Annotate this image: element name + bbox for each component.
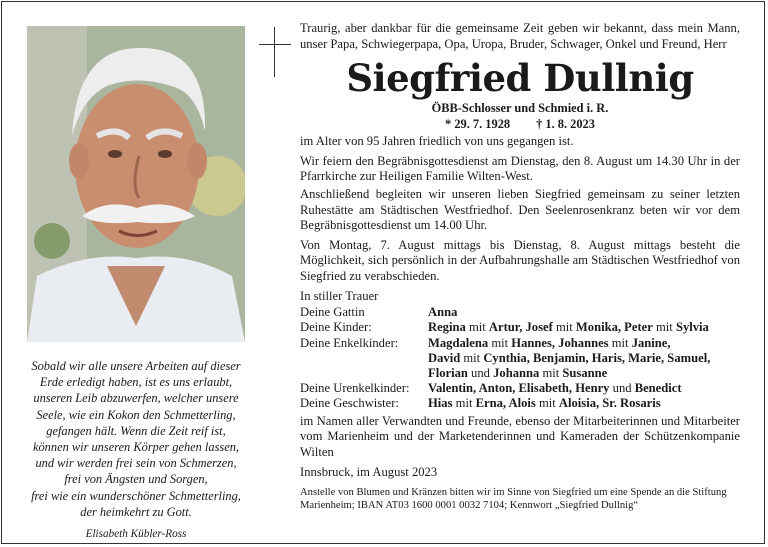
quote-line: Erde erledigt haben, ist es uns erlaubt,: [39, 375, 233, 390]
notice-text: [300, 21, 740, 512]
family-table: [300, 305, 710, 411]
quote-line: Sobald wir alle unsere Arbeiten auf dieser: [31, 359, 241, 373]
family-row: [300, 305, 710, 320]
mourning-text: In stiller Trauer: [300, 288, 379, 303]
quote-line: gefangen hält. Wenn die Zeit reif ist,: [46, 423, 226, 438]
also-text: im Namen aller Verwandten und Freunde, ebenso der Mitarbeiterinnen und Mitarbeiter vom Marienheim und der Marketenderinnen und Kameraden der Schützenkompanie Wilten: [300, 413, 740, 459]
family-members: Valentin, Anton, Elisabeth, Henry und Benedict: [428, 381, 682, 396]
quote-block: [10, 358, 262, 542]
quote-line: und wir werden frei sein von Schmerzen,: [35, 456, 237, 471]
quote-line: können wir unseren Körper gehen lassen,: [32, 440, 240, 455]
death-date: † 1. 8. 2023: [536, 117, 595, 132]
family-members: Hias mit Erna, Alois mit Aloisia, Sr. Rosaris: [428, 396, 661, 411]
family-row: [300, 336, 710, 382]
cross-icon: [259, 27, 291, 77]
family-role: Deine Enkelkinder:: [300, 335, 399, 350]
quote-author: Elisabeth Kübler-Ross: [85, 528, 187, 541]
quote-line: frei wie ein wunderschöner Schmetterling,: [31, 488, 241, 503]
family-role: Deine Geschwister:: [300, 396, 399, 411]
quote-line: Seele, wie ein Kokon den Schmetterling,: [36, 407, 236, 422]
viewing-text: Von Montag, 7. August mittags bis Dienstag, 8. August mittags besteht die Möglichkeit, sich persönlich in der Aufbahrungshalle am Städtischen Westfriedhof von Siegfried zu verabschieden.: [300, 237, 740, 283]
family-row: [300, 320, 710, 335]
donation-text: Anstelle von Blumen und Kränzen bitten wir im Sinne von Siegfried um eine Spende an die Stiftung Marienheim; IBAN AT03 1600 0001 0032 7104; Kennwort „Siegfried Dullnig“: [300, 486, 727, 511]
portrait-photo: [27, 26, 245, 342]
family-row: [300, 396, 710, 411]
intro-text: Traurig, aber dankbar für die gemeinsame Zeit geben wir bekannt, dass mein Mann, unser Papa, Schwiegerpapa, Opa, Uropa, Bruder, Schwager, Onkel und Freund, Herr: [300, 21, 740, 51]
age-line: im Alter von 95 Jahren friedlich von uns gegangen ist.: [300, 134, 574, 149]
family-role: Deine Gattin: [300, 305, 365, 320]
burial-text: Anschließend begleiten wir unseren lieben Siegfried gemeinsam zu seiner letzten Ruhestätte am Städtischen Westfriedhof. Den Seelenrosenkranz beten wir vor dem Begräbnisgottesdienst um 14.00 Uhr.: [300, 186, 740, 233]
funeral-text: Wir feiern den Begräbnisgottesdienst am Dienstag, den 8. August um 14.30 Uhr in der Pfarrkirche zur Heiligen Familie Wilten-West.: [300, 153, 740, 184]
deceased-name: Siegfried Dullnig: [346, 56, 694, 101]
family-members: Regina mit Artur, Josef mit Monika, Peter mit Sylvia: [428, 320, 709, 335]
place-date: Innsbruck, im August 2023: [300, 465, 438, 480]
occupation: ÖBB-Schlosser und Schmied i. R.: [431, 101, 609, 116]
family-role: Deine Kinder:: [300, 320, 372, 335]
quote-line: frei von Ängsten und Sorgen,: [64, 472, 208, 487]
quote-line: unseren Leib abzuwerfen, welcher unsere: [33, 391, 239, 406]
family-row: [300, 381, 710, 396]
family-members: Anna: [428, 305, 458, 320]
life-dates: [300, 116, 740, 132]
family-role: Deine Urenkelkinder:: [300, 381, 410, 396]
birth-date: * 29. 7. 1928: [445, 117, 511, 132]
quote-line: der heimkehrt zu Gott.: [80, 504, 192, 519]
family-members: Magdalena mit Hannes, Johannes mit Janine, David mit Cynthia, Benjamin, Haris, Marie, Samuel, Florian und Johanna mit Susanne: [428, 335, 711, 380]
